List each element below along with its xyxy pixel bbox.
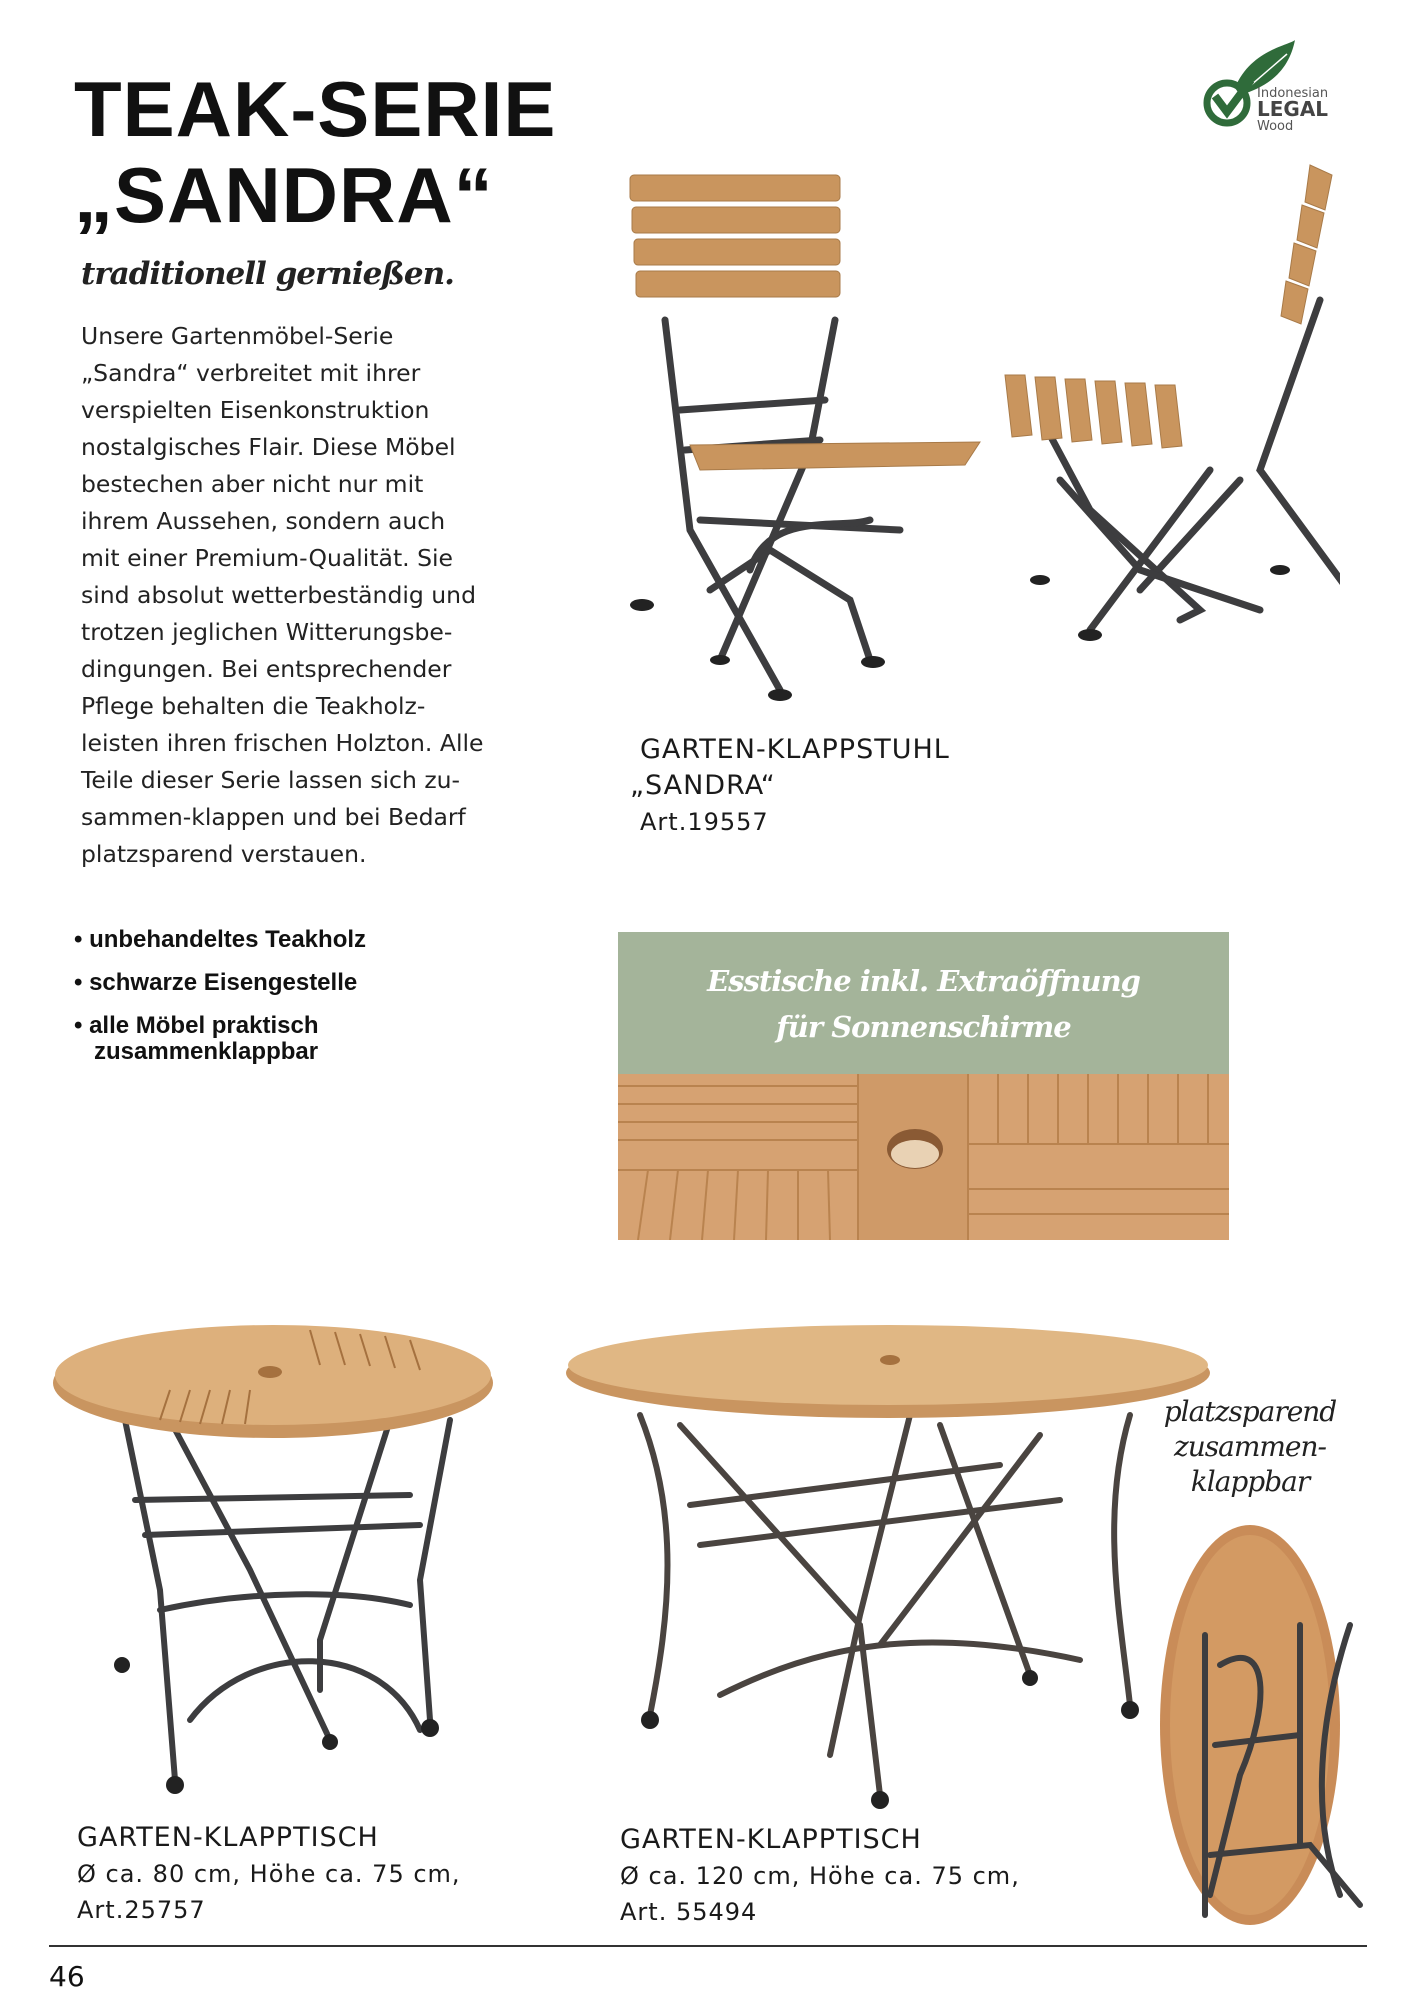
chair-caption: GARTEN-KLAPPSTUHL „SANDRA“ Art.19557 [630,734,950,836]
feature-item: zusammenklappbar [94,1038,319,1065]
chair-product-image [620,150,1340,710]
fold-note: platzsparend zusammen- klappbar [1163,1395,1337,1498]
large-table-image [560,1315,1220,1815]
footer-divider [49,1945,1367,1947]
indonesian-legal-wood-logo [1195,40,1345,140]
promo-banner: Esstische inkl. Extraöffnung für Sonnenschirme [618,932,1229,1074]
small-table-image [50,1310,500,1800]
subtitle: traditionell gernießen. [81,256,454,292]
svg-text:Indonesian: Indonesian [1257,86,1329,101]
feature-item: • unbehandeltes Teakholz [74,926,367,953]
svg-text:LEGAL: LEGAL [1257,97,1329,121]
large-table-caption: GARTEN-KLAPPTISCH Ø ca. 120 cm, Höhe ca. 75 cm, Art. 55494 [620,1824,1020,1926]
svg-text:Wood: Wood [1257,119,1294,134]
small-table-caption: GARTEN-KLAPPTISCH Ø ca. 80 cm, Höhe ca. 75 cm, Art.25757 [77,1822,461,1924]
description-text: Unsere Gartenmöbel-Serie „Sandra“ verbreitet mit ihrer verspielten Eisenkonstruktion nostalgisches Flair. Diese Möbel bestechen aber nicht nur mit ihrem Aussehen, sondern auch mit einer Premium-Qualität. Sie sind absolut wetterbeständig und trotzen jeglichen Witterungsbe- dingungen. Bei entsprechender Pflege behalten die Teakholz- leisten ihren frischen Holzton. Alle Teile dieser Serie lassen sich zu- sammen-klappen und bei Bedarf platzsparend verstauen. [81,322,484,868]
leaf-check-icon [1195,40,1345,140]
feature-item: • alle Möbel praktisch [74,1012,319,1039]
feature-item: • schwarze Eisengestelle [74,969,358,996]
page-title: TEAK-SERIE „SANDRA“ [74,65,557,239]
page-number: 46 [49,1960,85,1993]
feature-list [74,918,366,1067]
table-top-detail-image [618,1074,1229,1240]
folded-table-image [1150,1515,1385,1935]
